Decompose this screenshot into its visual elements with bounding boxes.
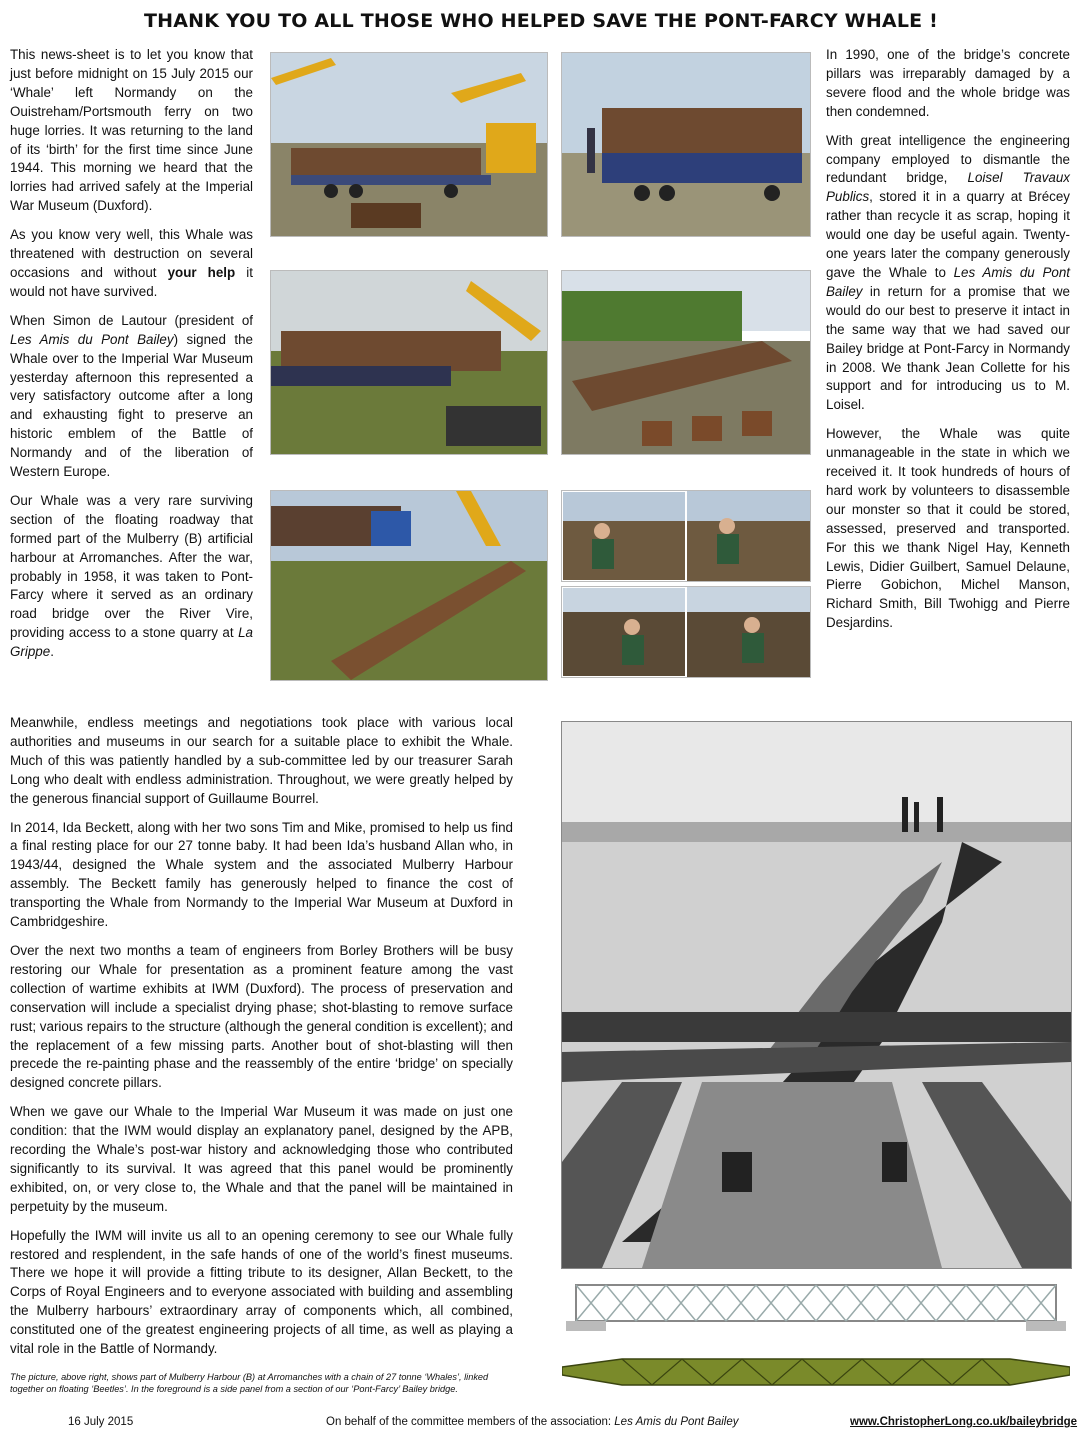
left-column	[10, 46, 253, 672]
page-title: THANK YOU TO ALL THOSE WHO HELPED SAVE THE PONT-FARCY WHALE !	[143, 10, 938, 32]
footer-website-link[interactable]: www.ChristopherLong.co.uk/baileybridge	[850, 1416, 1078, 1428]
history-paragraph: Our Whale was a very rare surviving section of the floating roadway that formed part of the Mulberry (B) artificial harbour at Arromanches. After the war, probably in 1958, it was taken to Pont-Farcy where it served as an ordinary road bridge over the River Vire, providing access to a stone quarry at La Grippe.	[10, 492, 253, 660]
whale-side-panel-drawing	[562, 1353, 1070, 1393]
signing-paragraph: When Simon de Lautour (president of Les Amis du Pont Bailey) signed the Whale over to the Imperial War Museum yesterday afternoon this represented a very satisfactory outcome after a long and exhausting fight to preserve an historic emblem of the Battle of Normandy and of the liberation of Western Europe.	[10, 312, 253, 480]
bottom-text	[10, 714, 513, 1369]
photo-volunteers-2	[561, 586, 811, 678]
photo-crane-loading-lorry	[270, 52, 548, 237]
quarry-paragraph: With great intelligence the engineering company employed to dismantle the redundant bridge, Loisel Travaux Publics, stored it in a quarry at Brécey rather than recycle it as scrap, hoping it would one day be useful again. Twenty-one years later the company generously gave the Whale to Les Amis du Pont Bailey in return for a promise that we would do our best to preserve it intact in the same way that we had saved our Bailey bridge at Pont-Farcy in Normandy in 2008. We thank Jean Collette for his support and for introducing us to M. Loisel.	[826, 132, 1070, 413]
ceremony-paragraph: Hopefully the IWM will invite us all to an opening ceremony to see our Whale fully restored and resplendent, in the safe hands of one of the world’s finest museums. There we hope it will provide a fitting tribute to its designer, Allan Beckett, to the Corps of Royal Engineers and to everyone associated with building and assembling the Mulberry harbours’ extraordinary array of components which, all combined, constituted one of the greatest engineering projects of all time, as well as playing a vital role in the Battle of Normandy.	[10, 1227, 513, 1357]
threat-paragraph: As you know very well, this Whale was threatened with destruction on several occasions and without your help it would not have survived.	[10, 227, 254, 299]
restoration-paragraph: Over the next two months a team of engineers from Borley Brothers will be busy restoring our Whale for presentation as a prominent feature among the vast collection of wartime exhibits at IWM (Duxford). The process of preservation and conservation will include a specialist drying phase; shot-blasting to remove surface rust; various repairs to the structure (although the general condition is excellent); and the replacement of a few missing parts. Another bout of shot-blasting will then precede the re-painting phase and the reassembly of the entire ‘bridge’ on specially designed concrete pillars.	[10, 942, 513, 1091]
photo-mulberry-harbour-arromanches	[561, 721, 1072, 1269]
photo-whale-section-grass	[270, 490, 548, 681]
footer-association: On behalf of the committee members of the association: Les Amis du Pont Bailey	[326, 1416, 739, 1428]
photo-dismantled-girders	[561, 270, 811, 455]
intro-paragraph: This news-sheet is to let you know that just before midnight on 15 July 2015 our ‘Whale’ left Normandy on the Ouistreham/Portsmouth ferry on two huge lorries. It was returning to the land of its ‘birth’ for the first time since June 1944. This morning we heard that the lorries had arrived safely at the Imperial War Museum (Duxford).	[10, 47, 253, 214]
volunteers-paragraph: However, the Whale was quite unmanageable in the state in which we received it. It took hundreds of hours of hard work by volunteers to disassemble our monster so that it could be stored, assessed, preserved and transported. For this we thank Nigel Hay, Kenneth Lewis, Didier Guilbert, Samuel Delaune, Pierre Gobichon, Michel Manson, Richard Smith, Bill Twohigg and Pierre Desjardins.	[826, 426, 1070, 631]
flood-paragraph: In 1990, one of the bridge’s concrete pillars was irreparably damaged by a severe flood and the whole bridge was then condemned.	[826, 47, 1070, 119]
negotiations-paragraph: Meanwhile, endless meetings and negotiations took place with various local authorities and museums in our search for a suitable place to exhibit the Whale. Much of this was patiently handled by a sub-committee led by our treasurer Sarah Long who dealt with endless administration. Throughout, we were greatly helped by the generous financial support of Guillaume Bourrel.	[10, 715, 513, 806]
right-column	[826, 46, 1070, 643]
bailey-bridge-diagram	[566, 1277, 1066, 1337]
panel-condition-paragraph: When we gave our Whale to the Imperial War Museum it was made on just one condition: that the IWM would display an explanatory panel, designed by the APB, recording the Whale’s post-war history and acknowledging those who contributed significantly to its survival. It was agreed that this panel would be prominently exhibited, on, or very close to, the Whale and that the panel will be maintained in perpetuity by the museum.	[10, 1104, 513, 1214]
photo-volunteers-1	[561, 490, 811, 582]
photo-caption: The picture, above right, shows part of Mulberry Harbour (B) at Arromanches with a chain of 27 tonne ‘Whales’, linked together on floating ‘Beetles’. In the foreground is a side panel from a section of our ‘Pont-Farcy’ Bailey bridge.	[10, 1372, 489, 1394]
photo-lifting-section	[270, 270, 548, 455]
beckett-paragraph: In 2014, Ida Beckett, along with her two sons Tim and Mike, promised to help us find a final resting place for our 27 tonne baby. It had been Ida’s husband Allan who, in 1943/44, designed the Whale system and the associated Mulberry Harbour assembly. The Beckett family has generously helped to finance the cost of transporting the Whale from Normandy to the Imperial War Museum at Duxford in Cambridgeshire.	[10, 819, 513, 930]
footer-date: 16 July 2015	[68, 1416, 134, 1428]
photo-loaded-lorry	[561, 52, 811, 237]
